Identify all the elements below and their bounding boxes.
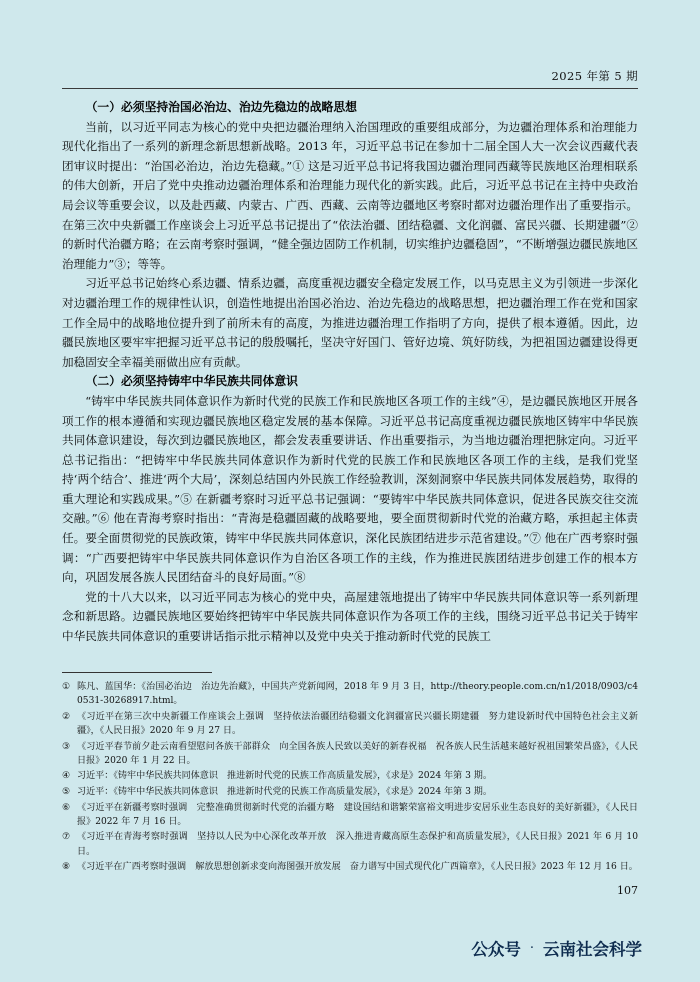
footnote-item [62, 769, 638, 783]
footnote-text: 《习近平春节前夕赴云南看望慰问各族干部群众 向全国各族人民致以美好的新春祝福 祝各族人民生活越来越好祝祖国繁荣昌盛》，《人民日报》2020 年 1 月 22 日。 [77, 741, 638, 766]
section-heading-1: （一）必须坚持治国必治边、治边先稳边的战略思想 [85, 100, 357, 114]
footnote-text: 《习近平在新疆考察时强调 完整准确贯彻新时代党的治疆方略 建设国结和谐繁荣富裕文明进步安居乐业生态良好的美好新疆》，《人民日报》2022 年 7 月 16 日。 [77, 802, 638, 827]
footnote-marker: ⑤ [62, 786, 71, 797]
footnote-list [62, 680, 638, 876]
footnote-item [62, 860, 638, 874]
footnote-text: 《习近平在青海考察时强调 坚持以人民为中心深化改革开放 深入推进青藏高原生态保护和高质量发展》，《人民日报》2021 年 6 月 10 日。 [77, 832, 638, 857]
footer-journal-name: 云南社会科学 [543, 940, 642, 959]
footnote-marker: ⑥ [62, 802, 71, 813]
page-header-issue: 2025 年第 5 期 [551, 69, 638, 83]
footnote-text: 《习近平在第三次中央新疆工作座谈会上强调 坚持依法治疆团结稳疆文化润疆富民兴疆长期建疆 努力建设新时代中国特色社会主义新疆》，《人民日报》2020 年 9 月 27 日。 [77, 711, 638, 736]
header-divider [62, 88, 638, 89]
footnote-marker: ⑧ [62, 862, 71, 873]
footnote-text: 习近平：《铸牢中华民族共同体意识 推进新时代党的民族工作高质量发展》，《求是》2024 年第 3 期。 [77, 771, 492, 782]
footer-account-label: 公众号 [471, 940, 521, 959]
footnote-item [62, 801, 638, 829]
page-number: 107 [617, 884, 638, 897]
paragraph-3: “铸牢中华民族共同体意识作为新时代党的民族工作和民族地区各项工作的主线”④，是边疆民族地区开展各项工作的根本遵循和实现边疆民族地区稳定发展的基本保障。习近平总书记高度重视边疆民族地区铸牢中华民族共同体意识建设，每次到边疆民族地区，都会发表重要讲话、作出重要指示，为当地边疆治理把脉定向。习近平总书记指出：“把铸牢中华民族共同体意识作为新时代党的民族工作和民族地区各项工作的主线，是我们党坚持‘两个结合’、推进‘两个大局’，深刻总结国内外民族工作经验教训，深刻洞察中华民族共同体发展趋势，取得的重大理论和实践成果。”⑤ 在新疆考察时习近平总书记强调：“要铸牢中华民族共同体意识，促进各民族交往交流交融。”⑥ 他在青海考察时指出：“青海是稳疆固藏的战略要地，要全面贯彻新时代党的治藏方略，承担起主体责任。要全面贯彻党的民族政策，铸牢中华民族共同体意识，深化民族团结进步示范省建设。”⑦ 他在广西考察时强调：“广西要把铸牢中华民族共同体意识作为自治区各项工作的主线，作为推进民族团结进步创建工作的根本方向，巩固发展各族人民团结奋斗的良好局面。”⑧ [62, 393, 638, 585]
footnote-item [62, 740, 638, 768]
footnote-text: 陈凡、蓝国华：《治国必治边 治边先治藏》，中国共产党新闻网，2018 年 9 月 3 日，http://theory.people.com.cn/n1/2018/0903/c40531-30268917.html。 [77, 682, 638, 707]
paragraph-4: 党的十八大以来，以习近平同志为核心的党中央，高屋建瓴地提出了铸牢中华民族共同体意识等一系列新理念和新思路。边疆民族地区要始终把铸牢中华民族共同体意识作为各项工作的主线，围绕习近平总书记关于铸牢中华民族共同体意识的重要讲话指示批示精神以及党中央关于推动新时代党的民族工 [62, 589, 638, 644]
footnote-divider [62, 672, 212, 673]
footer-watermark [471, 936, 642, 960]
footnote-item [62, 785, 638, 799]
footnote-marker: ① [62, 682, 71, 692]
footnote-marker: ③ [62, 741, 71, 752]
footnote-item [62, 830, 638, 858]
footnote-text: 习近平：《铸牢中华民族共同体意识 推进新时代党的民族工作高质量发展》，《求是》2024 年第 3 期。 [77, 786, 492, 797]
footnote-marker: ⑦ [62, 832, 71, 843]
footnote-item [62, 710, 638, 738]
paragraph-1: 当前，以习近平同志为核心的党中央把边疆治理纳入治国理政的重要组成部分，为边疆治理体系和治理能力现代化指出了一系列的新理念新思想新战略。2013 年，习近平总书记在参加十二届全国人大一次会议西藏代表团审议时提出：“治国必治边，治边先稳藏。”① 这是习近平总书记将我国边疆治理同西藏等民族地区治理相联系的伟大创新，开启了党中央推动边疆治理体系和治理能力现代化的新实践。此后，习近平总书记在主持中央政治局会议等重要会议，以及赴西藏、内蒙古、广西、西藏、云南等边疆地区考察时都对边疆治理作出了重要指示。在第三次中央新疆工作座谈会上习近平总书记提出了“依法治疆、团结稳疆、文化润疆、富民兴疆、长期建疆”② 的新时代治疆方略；在云南考察时强调，“健全强边固防工作机制，切实维护边疆稳固”，“不断增强边疆民族地区治理能力”③；等等。 [62, 119, 638, 271]
footer-separator: · [529, 940, 534, 956]
section-heading-2: （二）必须坚持铸牢中华民族共同体意识 [85, 374, 298, 389]
footnote-text: 《习近平在广西考察时强调 解放思想创新求变向海图强开放发展 奋力谱写中国式现代化广西篇章》，《人民日报》2023 年 12 月 16 日。 [77, 862, 638, 873]
footnote-marker: ② [62, 711, 71, 722]
footnote-marker: ④ [62, 771, 71, 782]
article-body [62, 98, 638, 647]
footnote-item [62, 680, 638, 708]
paragraph-2: 习近平总书记始终心系边疆、情系边疆，高度重视边疆安全稳定发展工作，以马克思主义为引领进一步深化对边疆治理工作的规律性认识，创造性地提出治国必治边、治边先稳边的战略思想，把边疆治理工作在党和国家工作全局中的战略地位提升到了前所未有的高度，为推进边疆治理工作指明了方向，提供了根本遵循。因此，边疆民族地区要牢牢把握习近平总书记的殷殷嘱托，坚决守好国门、管好边境、筑好防线，为把祖国边疆建设得更加稳固安全幸福美丽做出应有贡献。 [62, 276, 638, 369]
